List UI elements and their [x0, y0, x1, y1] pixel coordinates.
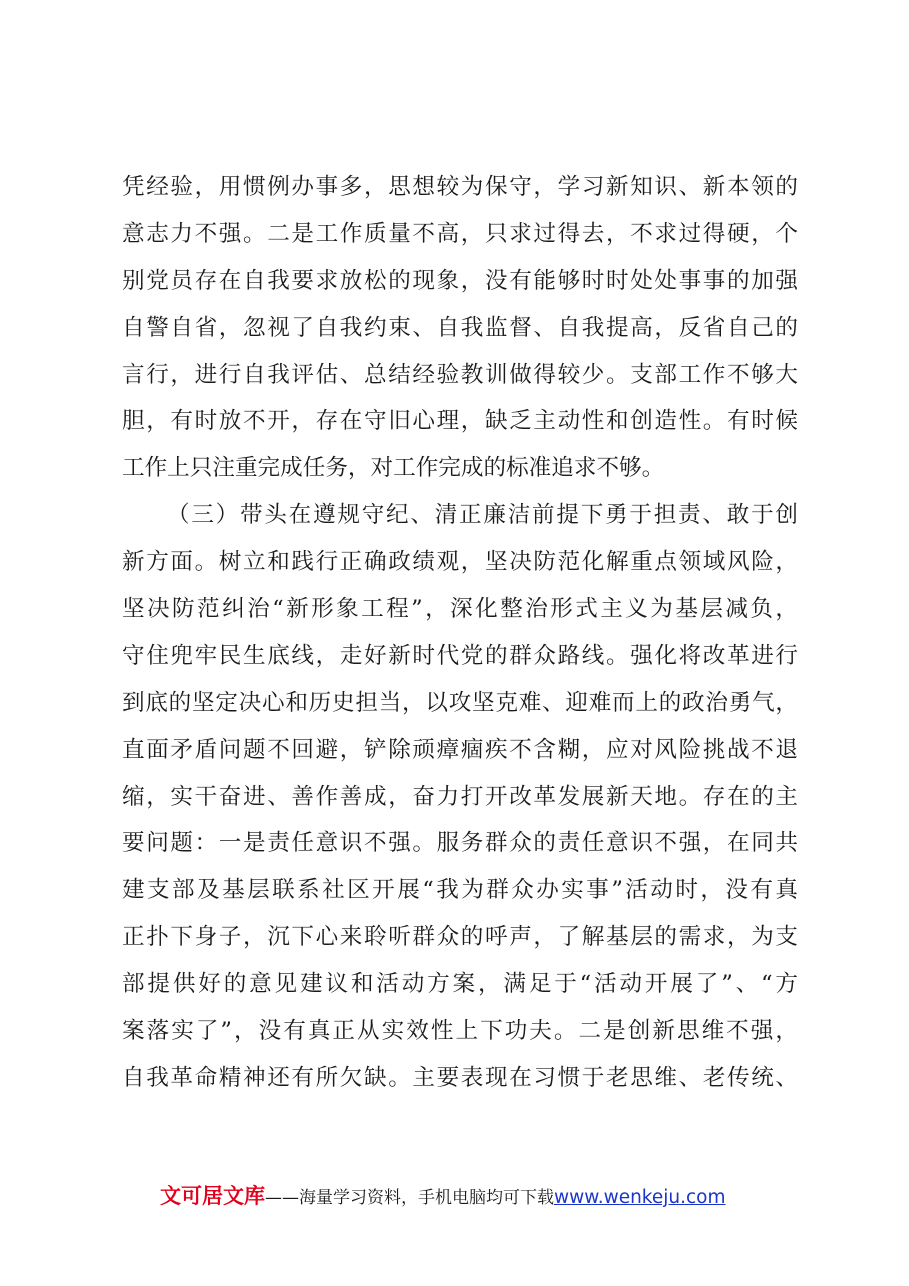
text-line: 建支部及基层联系社区开展“我为群众办实事”活动时，没有真 [122, 877, 798, 904]
text-line: 坚决防范纠治“新形象工程”，深化整治形式主义为基层减负， [122, 596, 798, 623]
text-line: 直面矛盾问题不回避，铲除顽瘴痼疾不含糊，应对风险挑战不退 [122, 736, 798, 763]
text-line: 到底的坚定决心和历史担当，以攻坚克难、迎难而上的政治勇气， [122, 689, 798, 716]
footer-banner [160, 1180, 726, 1212]
body-text [122, 164, 798, 1102]
text-line: 缩，实干奋进、善作善成，奋力打开改革发展新天地。存在的主 [122, 783, 798, 810]
text-line: 自警自省，忽视了自我约束、自我监督、自我提高，反省自己的 [122, 314, 798, 341]
text-line: 意志力不强。二是工作质量不高，只求过得去，不求过得硬，个 [122, 220, 798, 247]
text-line: 别党员存在自我要求放松的现象，没有能够时时处处事事的加强 [122, 267, 798, 294]
text-line: 工作上只注重完成任务，对工作完成的标准追求不够。 [122, 455, 665, 482]
footer-slogan: ——海量学习资料，手机电脑均可下载 [265, 1188, 554, 1208]
text-line: 新方面。树立和践行正确政绩观，坚决防范化解重点领域风险， [122, 549, 798, 576]
text-line: 守住兜牢民生底线，走好新时代党的群众路线。强化将改革进行 [122, 642, 798, 669]
text-line: 自我革命精神还有所欠缺。主要表现在习惯于老思维、老传统、 [122, 1064, 798, 1091]
text-line: 言行，进行自我评估、总结经验教训做得较少。支部工作不够大 [122, 361, 798, 388]
text-line: 胆，有时放不开，存在守旧心理，缺乏主动性和创造性。有时候 [122, 408, 798, 435]
text-line: 部提供好的意见建议和活动方案，满足于“活动开展了”、“方 [122, 971, 798, 998]
text-line: 正扑下身子，沉下心来聆听群众的呼声，了解基层的需求，为支 [122, 924, 798, 951]
footer-brand: 文可居文库 [160, 1184, 265, 1208]
text-line: 要问题：一是责任意识不强。服务群众的责任意识不强，在同共 [122, 830, 798, 857]
text-line: 案落实了”，没有真正从实效性上下功夫。二是创新思维不强， [122, 1018, 798, 1045]
section-heading-line: （三）带头在遵规守纪、清正廉洁前提下勇于担责、敢于创 [167, 502, 798, 529]
footer-link[interactable]: www.wenkeju.com [554, 1187, 726, 1208]
text-line: 凭经验，用惯例办事多，思想较为保守，学习新知识、新本领的 [122, 174, 798, 200]
